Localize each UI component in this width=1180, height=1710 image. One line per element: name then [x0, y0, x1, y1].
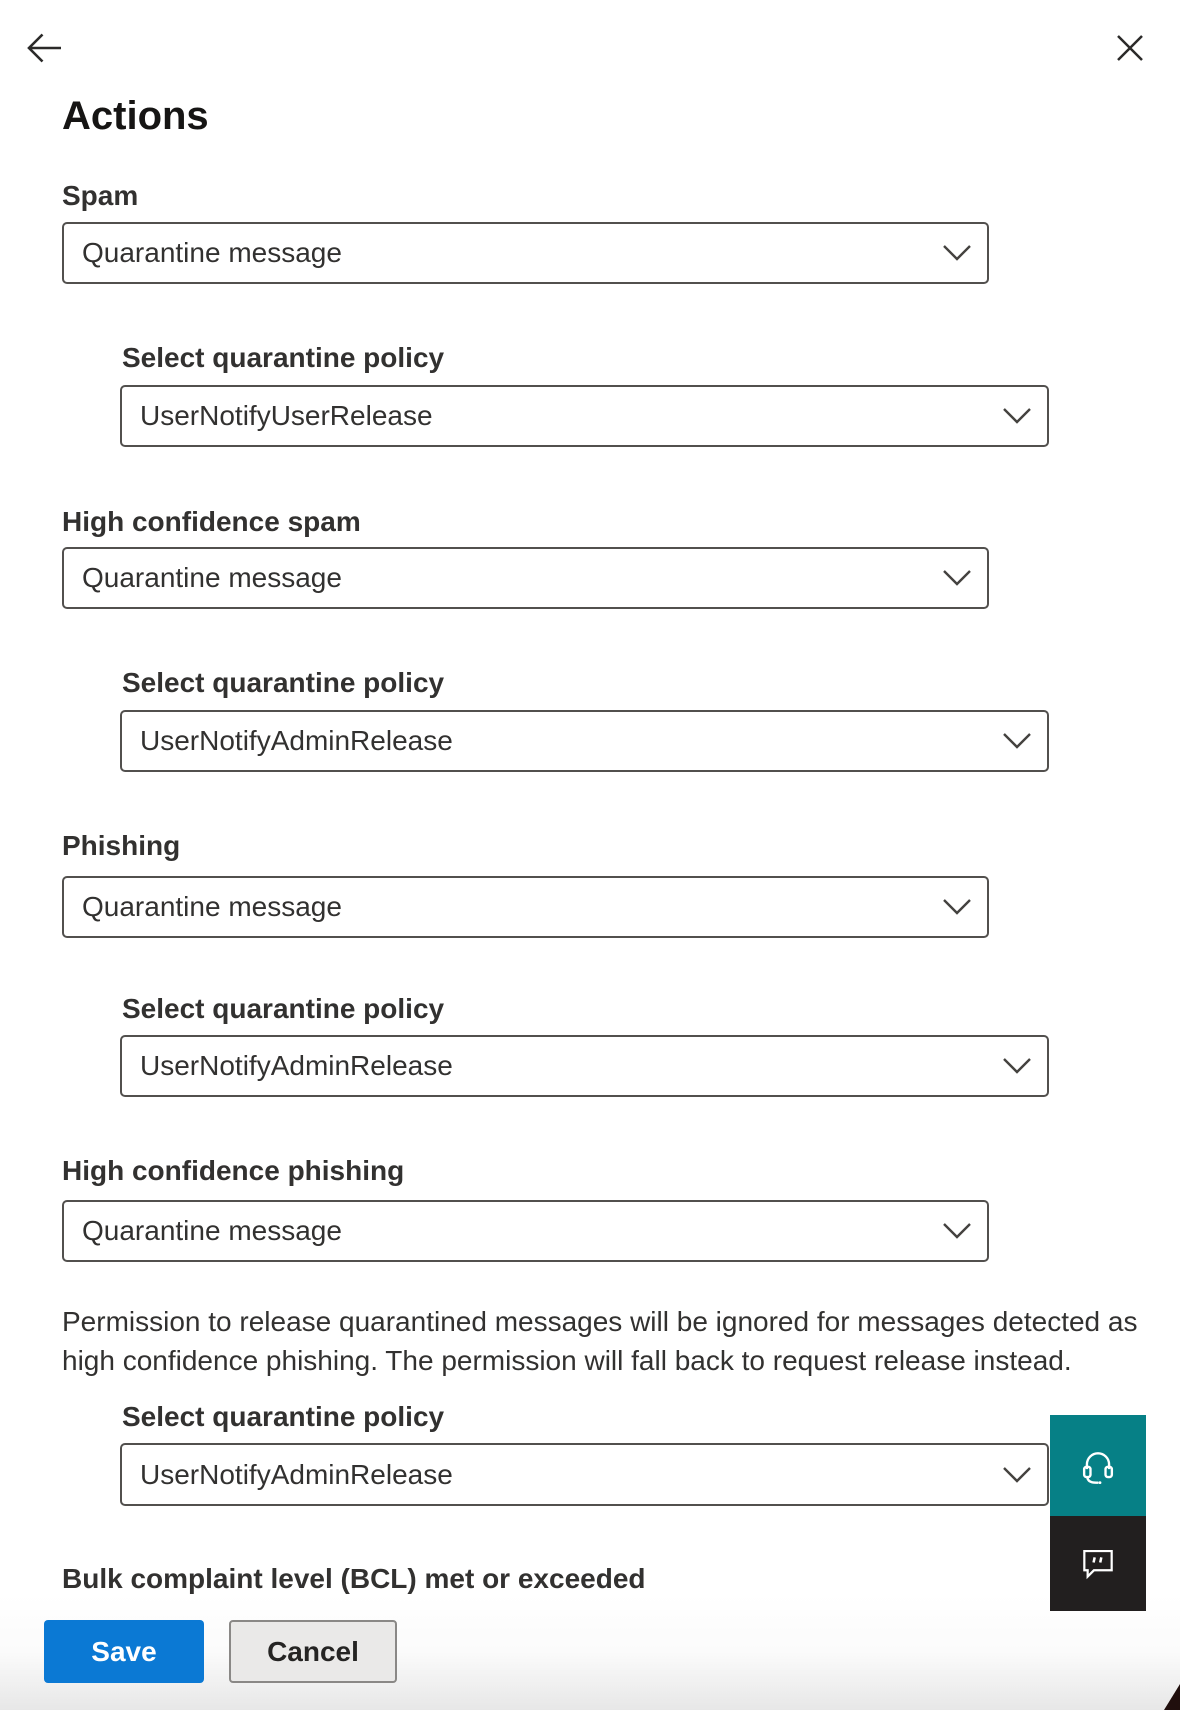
headset-icon: [1079, 1446, 1117, 1486]
spam-action-dropdown[interactable]: [62, 222, 989, 284]
section-label-high-confidence-phishing: High confidence phishing: [62, 1155, 405, 1186]
hcp-permission-note: [62, 1302, 1137, 1380]
policy-label-high-confidence-phishing: Select quarantine policy: [122, 1401, 445, 1432]
spam-policy-dropdown[interactable]: [120, 385, 1049, 447]
phishing-policy-dropdown[interactable]: [120, 1035, 1049, 1097]
close-icon: [1116, 34, 1144, 62]
dropdown-value: Quarantine message: [82, 1215, 342, 1246]
note-line-1: Permission to release quarantined messages will be ignored for messages detected as: [62, 1306, 1138, 1337]
high-confidence-spam-action-dropdown[interactable]: [62, 547, 989, 609]
high-confidence-phishing-policy-dropdown[interactable]: [120, 1443, 1049, 1506]
chevron-down-icon: [942, 899, 972, 916]
section-label-phishing: Phishing: [62, 830, 181, 861]
chat-bubble-icon: [1080, 1547, 1116, 1581]
feedback-button[interactable]: [1050, 1516, 1146, 1611]
note-line-2: high confidence phishing. The permission will fall back to request release instead.: [62, 1345, 1072, 1376]
dropdown-value: UserNotifyAdminRelease: [140, 725, 453, 756]
chevron-down-icon: [942, 245, 972, 262]
section-label-spam: Spam: [62, 180, 139, 211]
save-button[interactable]: Save: [44, 1620, 204, 1683]
dropdown-value: UserNotifyAdminRelease: [140, 1458, 453, 1490]
chevron-down-icon: [942, 570, 972, 587]
high-confidence-spam-policy-dropdown[interactable]: [120, 710, 1049, 772]
policy-label-spam: Select quarantine policy: [122, 342, 445, 373]
policy-label-high-confidence-spam: Select quarantine policy: [122, 667, 445, 698]
section-label-high-confidence-spam: High confidence spam: [62, 506, 361, 537]
cancel-button[interactable]: Cancel: [229, 1620, 397, 1683]
help-button[interactable]: [1050, 1415, 1146, 1516]
dropdown-value: Quarantine message: [82, 237, 342, 268]
footer-bar: [0, 1594, 1180, 1710]
close-button[interactable]: [1106, 24, 1154, 72]
dropdown-value: Quarantine message: [82, 562, 342, 593]
chevron-down-icon: [1002, 408, 1032, 425]
chevron-down-icon: [942, 1223, 972, 1240]
chevron-down-icon: [1002, 733, 1032, 750]
chevron-down-icon: [1002, 1058, 1032, 1075]
cursor-artifact: [1164, 1684, 1180, 1710]
high-confidence-phishing-action-dropdown[interactable]: [62, 1200, 989, 1262]
phishing-action-dropdown[interactable]: [62, 876, 989, 938]
section-label-bulk-complaint-level: Bulk complaint level (BCL) met or exceeded: [62, 1563, 646, 1594]
dropdown-value: UserNotifyUserRelease: [140, 400, 433, 431]
policy-label-phishing: Select quarantine policy: [122, 993, 445, 1024]
dropdown-value: UserNotifyAdminRelease: [140, 1050, 453, 1081]
back-button[interactable]: [18, 22, 70, 74]
dropdown-value: Quarantine message: [82, 891, 342, 922]
chevron-down-icon: [1002, 1466, 1032, 1483]
back-arrow-icon: [25, 31, 63, 65]
page-title: Actions: [62, 94, 209, 138]
